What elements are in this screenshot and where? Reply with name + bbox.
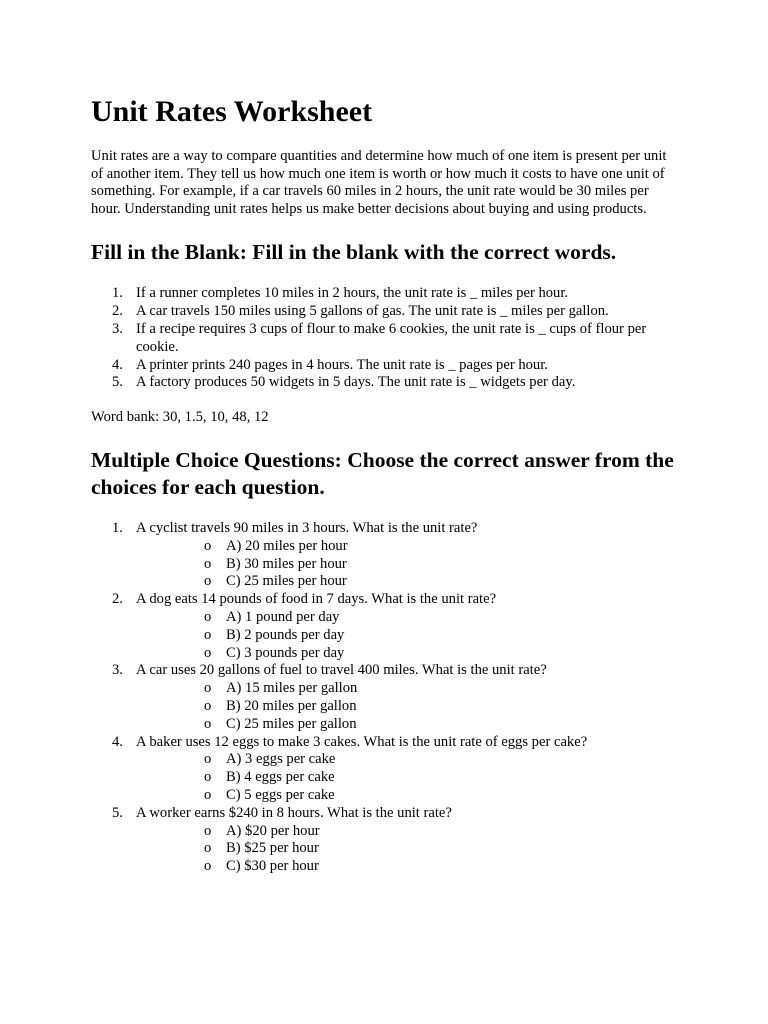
choice-text: B) 20 miles per gallon — [226, 697, 357, 714]
fill-in-blank-item — [91, 285, 681, 303]
question-text: A cyclist travels 90 miles in 3 hours. What is the unit rate? — [136, 519, 478, 536]
multiple-choice-question — [91, 520, 681, 591]
question-text: A worker earns $240 in 8 hours. What is the unit rate? — [136, 804, 452, 821]
fill-in-blank-item — [91, 321, 681, 357]
bullet-icon: o — [204, 680, 212, 697]
question-number: 3. — [112, 320, 123, 337]
choice-text: B) 4 eggs per cake — [226, 769, 335, 786]
answer-choices — [136, 680, 681, 733]
bullet-icon: o — [204, 537, 212, 554]
multiple-choice-question — [91, 662, 681, 733]
fill-in-blank-list — [91, 285, 681, 392]
choice-text: C) 5 eggs per cake — [226, 786, 335, 803]
question-number: 3. — [112, 662, 123, 679]
answer-choice — [136, 698, 681, 716]
bullet-icon: o — [204, 644, 212, 661]
bullet-icon: o — [204, 697, 212, 714]
multiple-choice-question — [91, 805, 681, 876]
answer-choice — [136, 823, 681, 841]
answer-choice — [136, 840, 681, 858]
question-number: 5. — [112, 804, 123, 821]
choice-text: B) 2 pounds per day — [226, 626, 345, 643]
choice-text: C) 25 miles per hour — [226, 573, 347, 590]
multiple-choice-list — [91, 520, 681, 876]
multiple-choice-question — [91, 591, 681, 662]
worksheet-content — [91, 93, 681, 876]
question-text: A printer prints 240 pages in 4 hours. The unit rate is _ pages per hour. — [136, 356, 548, 373]
multiple-choice-heading: Multiple Choice Questions: Choose the correct answer from the choices for each question. — [91, 447, 674, 499]
answer-choice — [136, 716, 681, 734]
answer-choice — [136, 573, 681, 591]
bullet-icon: o — [204, 626, 212, 643]
choice-text: A) 15 miles per gallon — [226, 680, 358, 697]
bullet-icon: o — [204, 840, 212, 857]
choice-text: C) 25 miles per gallon — [226, 715, 357, 732]
question-number: 1. — [112, 285, 123, 302]
choice-text: A) 20 miles per hour — [226, 537, 348, 554]
choice-text: A) 1 pound per day — [226, 608, 340, 625]
fill-in-blank-item — [91, 303, 681, 321]
choice-text: C) $30 per hour — [226, 858, 319, 875]
question-text: A baker uses 12 eggs to make 3 cakes. What is the unit rate of eggs per cake? — [136, 733, 588, 750]
question-text: If a recipe requires 3 cups of flour to make 6 cookies, the unit rate is _ cups of flour per cookie. — [136, 320, 647, 355]
bullet-icon: o — [204, 858, 212, 875]
choice-text: B) $25 per hour — [226, 840, 319, 857]
answer-choice — [136, 787, 681, 805]
answer-choice — [136, 680, 681, 698]
choice-text: A) $20 per hour — [226, 822, 320, 839]
question-text: A dog eats 14 pounds of food in 7 days. What is the unit rate? — [136, 591, 497, 608]
bullet-icon: o — [204, 573, 212, 590]
answer-choices — [136, 751, 681, 804]
page-title: Unit Rates Worksheet — [91, 95, 373, 128]
bullet-icon: o — [204, 786, 212, 803]
question-number: 2. — [112, 303, 123, 320]
answer-choices — [136, 609, 681, 662]
question-text: A car uses 20 gallons of fuel to travel 400 miles. What is the unit rate? — [136, 662, 547, 679]
answer-choice — [136, 858, 681, 876]
choice-text: C) 3 pounds per day — [226, 644, 345, 661]
answer-choice — [136, 769, 681, 787]
choice-text: B) 30 miles per hour — [226, 555, 347, 572]
bullet-icon: o — [204, 555, 212, 572]
bullet-icon: o — [204, 769, 212, 786]
question-number: 2. — [112, 591, 123, 608]
answer-choices — [136, 538, 681, 591]
answer-choices — [136, 823, 681, 876]
fill-in-blank-item — [91, 374, 681, 392]
question-number: 4. — [112, 356, 123, 373]
answer-choice — [136, 538, 681, 556]
question-number: 4. — [112, 733, 123, 750]
bullet-icon: o — [204, 608, 212, 625]
question-text: A factory produces 50 widgets in 5 days. The unit rate is _ widgets per day. — [136, 374, 576, 391]
question-number: 1. — [112, 519, 123, 536]
answer-choice — [136, 609, 681, 627]
word-bank: Word bank: 30, 1.5, 10, 48, 12 — [91, 409, 269, 426]
answer-choice — [136, 627, 681, 645]
question-text: A car travels 150 miles using 5 gallons of gas. The unit rate is _ miles per gallon. — [136, 303, 609, 320]
answer-choice — [136, 645, 681, 663]
question-number: 5. — [112, 374, 123, 391]
answer-choice — [136, 556, 681, 574]
bullet-icon: o — [204, 822, 212, 839]
question-text: If a runner completes 10 miles in 2 hours, the unit rate is _ miles per hour. — [136, 285, 569, 302]
multiple-choice-question — [91, 734, 681, 805]
answer-choice — [136, 751, 681, 769]
bullet-icon: o — [204, 751, 212, 768]
fill-in-blank-item — [91, 357, 681, 375]
bullet-icon: o — [204, 715, 212, 732]
intro-paragraph: Unit rates are a way to compare quantities and determine how much of one item is present per unit of another item. They tell us how much one item is worth or how much it costs to have one unit of something. For example, if a car travels 60 miles in 2 hours, the unit rate would be 30 miles per hour. Understanding unit rates helps us make better decisions about buying and using products. — [91, 148, 667, 217]
choice-text: A) 3 eggs per cake — [226, 751, 336, 768]
fill-in-blank-heading: Fill in the Blank: Fill in the blank with the correct words. — [91, 240, 617, 265]
